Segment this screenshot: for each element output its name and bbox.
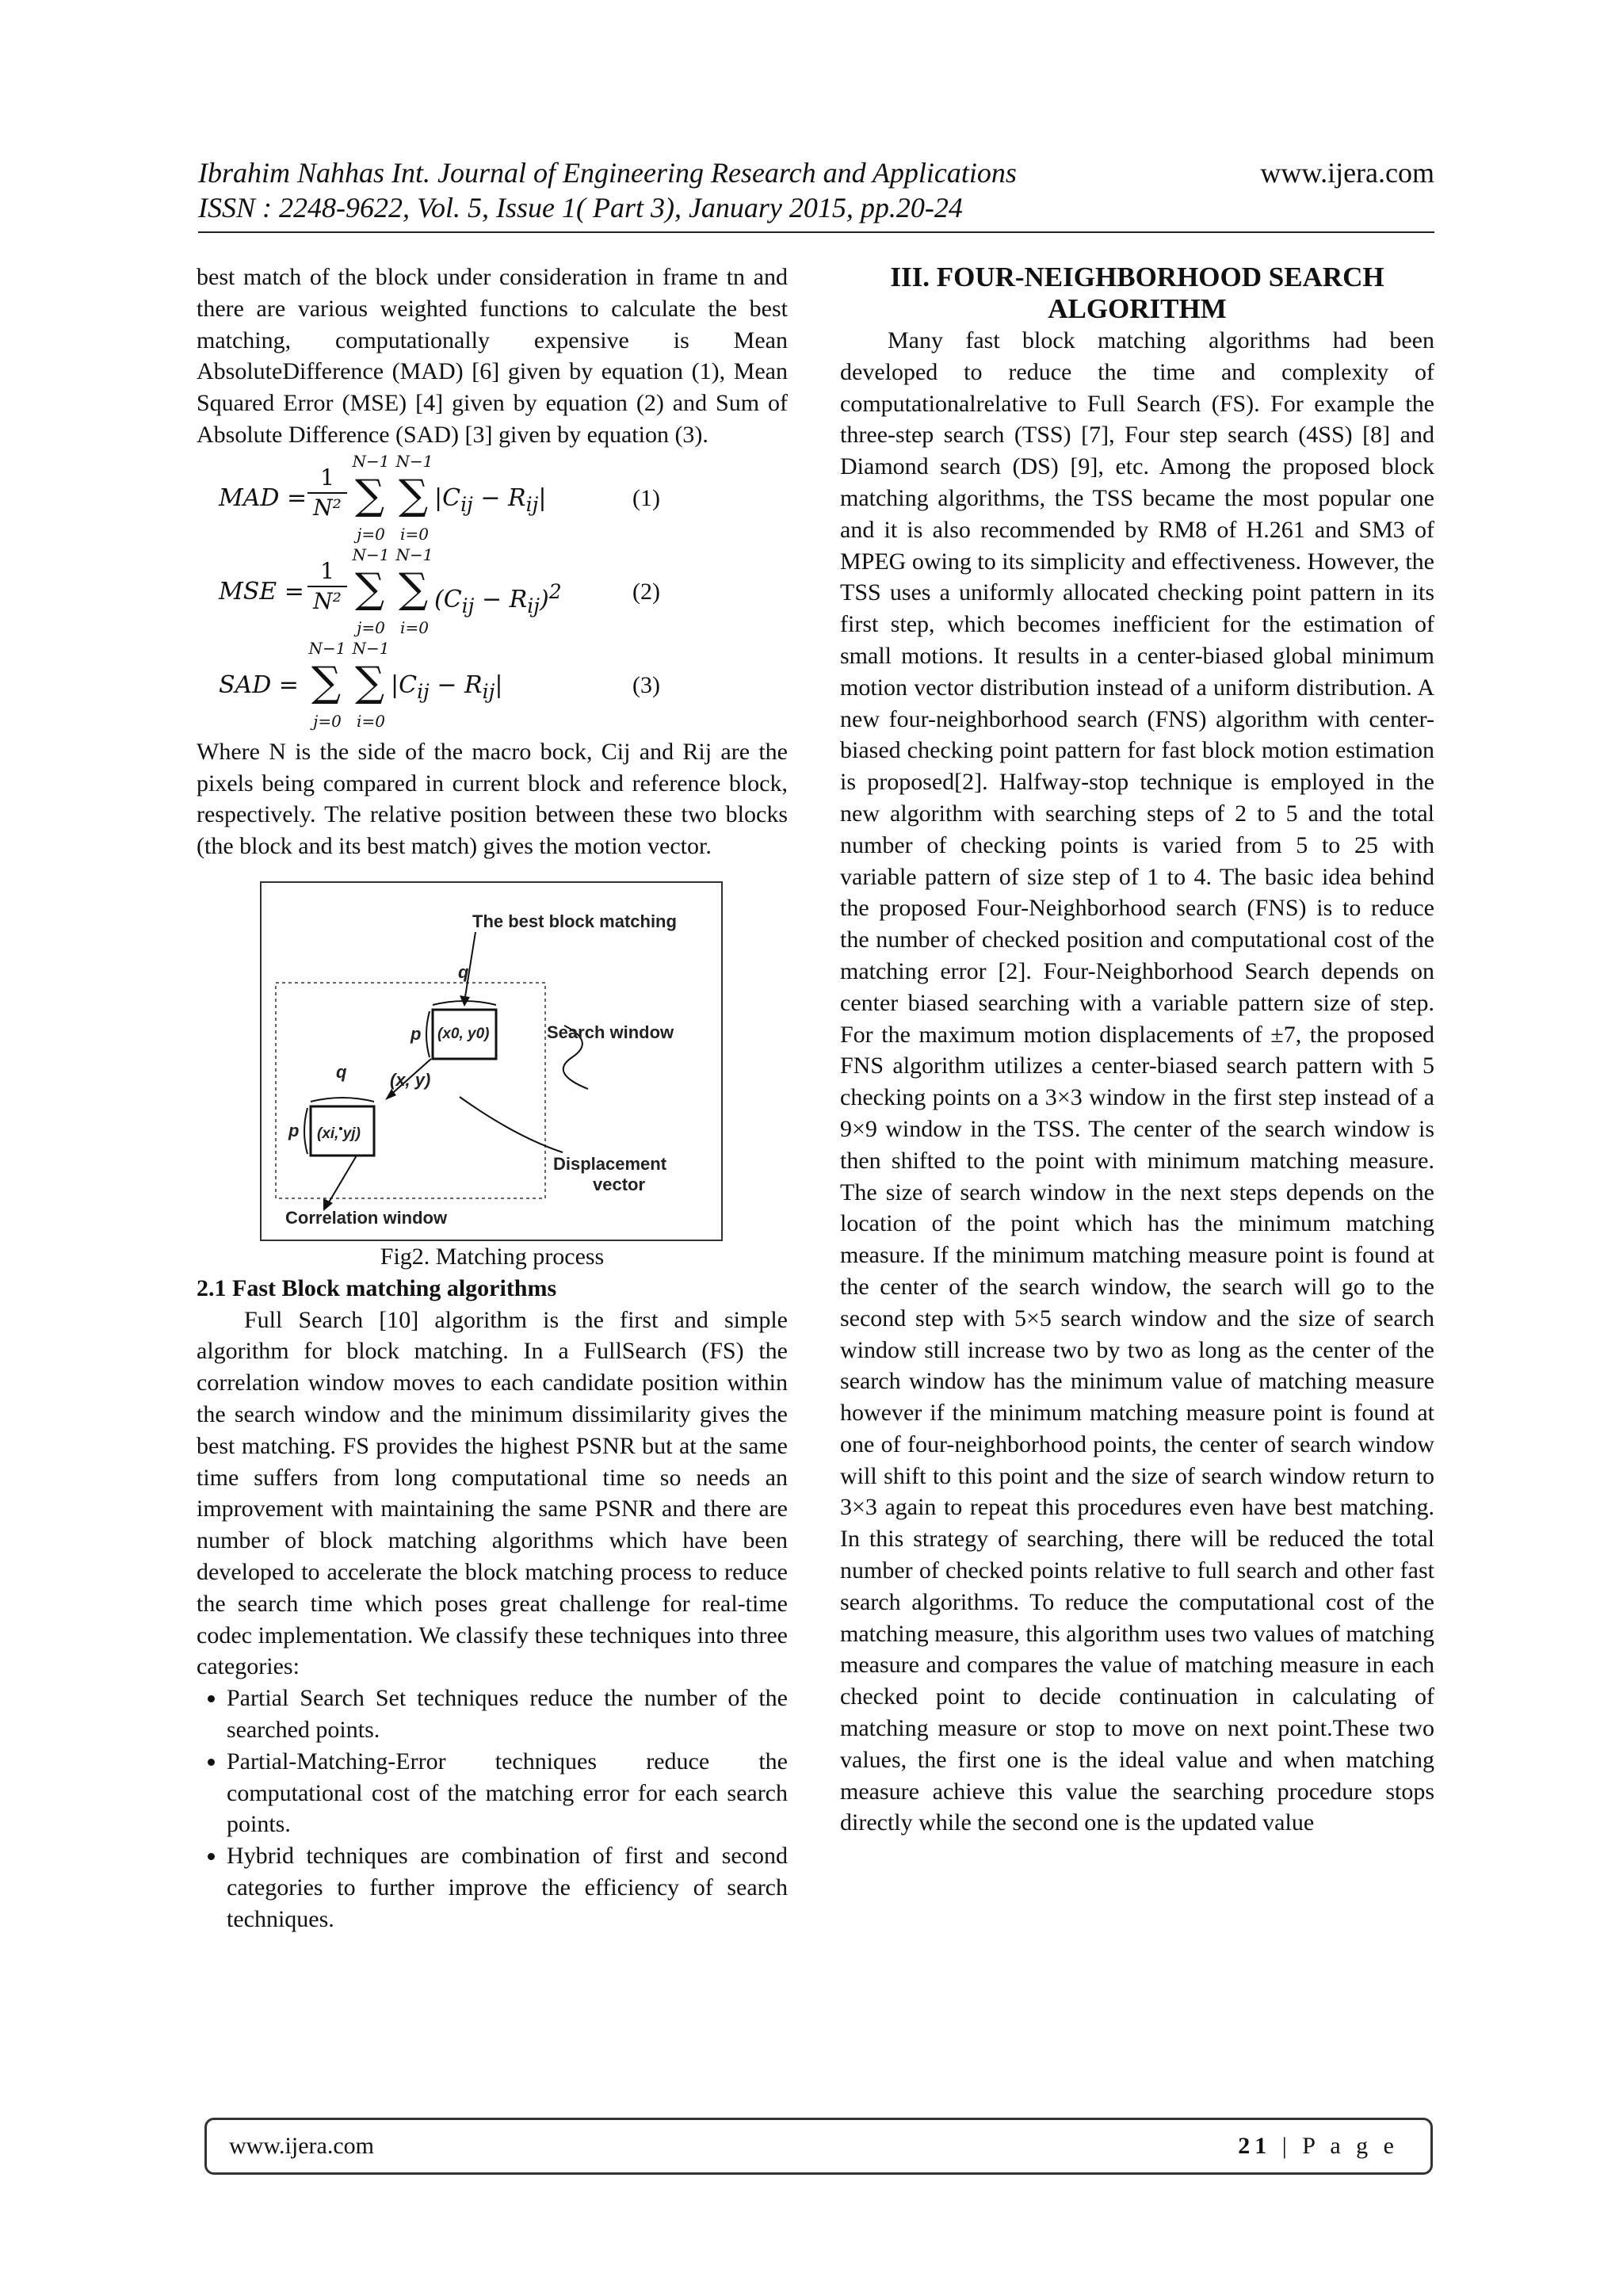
full-search-paragraph: Full Search [10] algorithm is the first and simple algorithm for block matching. In a FullSearch (FS) the correlation window moves to each candidate position within the search window and the minimum dissimilarity gives the best matching. FS provides the highest PSNR but at the same time suffers from long computational time so needs an improvement with maintaining the same PSNR and there are number of block matching algorithms which have been developed to accelerate the block matching process to reduce the search time which poses great challenge for real-time codec implementation. We classify these techniques into three categories: bbox=[197, 1306, 788, 1680]
right-column bbox=[840, 262, 1434, 1839]
eq3-label: (3) bbox=[632, 671, 660, 698]
footer-website[interactable]: www.ijera.com bbox=[229, 2133, 374, 2159]
eq-mse-lhs: MSE = bbox=[219, 577, 304, 606]
label-q-top: q bbox=[458, 961, 469, 982]
label-correlation: Correlation window bbox=[285, 1207, 448, 1228]
page-label: | P a g e bbox=[1271, 2133, 1399, 2159]
label-vector: vector bbox=[593, 1174, 646, 1194]
sigma-j: ∑ bbox=[355, 471, 385, 519]
label-best: The best block matching bbox=[472, 911, 677, 931]
header-website[interactable]: www.ijera.com bbox=[1260, 157, 1434, 189]
search-window-box bbox=[276, 983, 545, 1198]
list-item: • Hybrid techniques are combination of first and second categories to further improve the efficiency of search techniques. bbox=[227, 1840, 788, 1935]
label-search: Search window bbox=[547, 1022, 674, 1042]
list-item: • Partial Search Set techniques reduce the number of the searched points. bbox=[227, 1683, 788, 1746]
label-displacement: Displacement bbox=[553, 1153, 667, 1174]
page-number-block bbox=[1238, 2133, 1399, 2160]
displacement-pointer bbox=[460, 1097, 563, 1152]
label-p-bottom: p bbox=[288, 1120, 300, 1140]
page-number: 21 bbox=[1238, 2133, 1272, 2159]
journal-line: Ibrahim Nahhas Int. Journal of Engineering Research and Applications bbox=[198, 157, 1017, 189]
label-x0y0: (x0, y0) bbox=[437, 1025, 490, 1042]
equation-mad: MAD = $\frac{1}{\text{N²}}$ N−1 ∑ j=0 N−1 ∑ i=0 $|C_{ij} - R_{ij}|$ (1) bbox=[219, 451, 660, 544]
section-3-title: III. FOUR-NEIGHBORHOOD SEARCH ALGORITHM bbox=[890, 262, 1384, 324]
list-item: • Partial-Matching-Error techniques reduce the computational cost of the matching error for each search points. bbox=[227, 1746, 788, 1840]
figure-diagram bbox=[262, 883, 721, 1240]
label-q-bottom: q bbox=[336, 1061, 347, 1082]
matching-process-figure bbox=[260, 881, 723, 1241]
page-footer bbox=[204, 2118, 1433, 2175]
eq2-label: (2) bbox=[632, 578, 660, 605]
issn-line: ISSN : 2248-9622, Vol. 5, Issue 1( Part 3), January 2015, pp.20-24 bbox=[198, 192, 963, 223]
eq-sad-lhs: SAD = bbox=[219, 670, 299, 699]
equation-sad: SAD = N−1 ∑ j=0 N−1 ∑ i=0 $|C_{ij} - R_{ij}|$ (3) bbox=[219, 638, 660, 731]
left-column bbox=[197, 262, 788, 1935]
sigma-i: ∑ bbox=[399, 471, 429, 519]
header-rule bbox=[198, 231, 1434, 233]
eq1-label: (1) bbox=[632, 484, 660, 511]
where-paragraph: Where N is the side of the macro bock, Cij and Rij are the pixels being compared in current block and reference block, respectively. The relative position between these two blocks (the block and its best match) gives the motion vector. bbox=[197, 738, 788, 860]
label-xiyj: (xi, yj) bbox=[317, 1125, 361, 1142]
equation-mse: MSE = $\frac{1}{\text{N²}}$ N−1 ∑ j=0 N−1 ∑ i=0 $(C_{ij} - R_{ij})^2$ (2) bbox=[219, 544, 660, 637]
intro-paragraph: best match of the block under consideration in frame tn and there are various weighted functions to calculate the best matching, computationally expensive is Mean AbsoluteDifference (MAD) [6] given by equation (1), Mean Squared Error (MSE) [4] given by equation (2) and Sum of Absolute Difference (SAD) [3] given by equation (3). bbox=[197, 264, 788, 448]
fns-paragraph: Many fast block matching algorithms had been developed to reduce the time and complexity of computationalrelative to Full Search (FS). For example the three-step search (TSS) [7], Four step search (4SS) [8] and Diamond search (DS) [9], etc. Among the proposed block matching algorithms, the TSS became the most popular one and it is also recommended by RM8 of H.261 and SM3 of MPEG owing to its simplicity and effectiveness. However, the TSS uses a uniformly allocated checking point pattern in its first step, which becomes inefficient for the estimation of small motions. It results in a center-biased global minimum motion vector distribution instead of a uniform distribution. A new four-neighborhood search (FNS) algorithm with center-biased checking point pattern for fast block motion estimation is proposed[2]. Halfway-stop technique is employed in the new algorithm with searching steps of 2 to 5 and the total number of checking points is varied from 5 to 25 with variable pattern of size step of 1 to 4. The basic idea behind the proposed Four-Neighborhood search (FNS) is to reduce the number of checked position and computational cost of the matching error [2]. Four-Neighborhood Search depends on center biased searching with a variable pattern size of step. For the maximum motion displacements of ±7, the proposed FNS algorithm utilizes a center-biased search pattern with 5 checking points on a 3×3 window in the first step instead of a 9×9 window in the TSS. The center of the search window is then shifted to the point with minimum matching measure. The size of search window in the next steps depends on the location of the point which has the minimum matching measure. If the minimum matching measure point is found at the center of the search window, the search will go to the second step with 5×5 search window and the size of search window still increase two by two as long as the center of the search window has the minimum value of matching measure however if the minimum matching measure point is found at one of four-neighborhood points, the center of search window will shift to this point and the size of search window return to 3×3 again to repeat this procedures even have best matching. In this strategy of searching, there will be reduced the total number of checked points relative to full search and other fast search algorithms. To reduce the computational cost of the matching measure, this algorithm uses two values of matching measure and compares the value of matching measure in each checked point to decide continuation in calculating of matching measure or stop to move on next point.These two values, the first one is the ideal value and when matching measure achieve this value the searching procedure stops directly while the second one is the updated value bbox=[840, 327, 1434, 1836]
label-p-top: p bbox=[411, 1023, 422, 1044]
figure-caption: Fig2. Matching process bbox=[380, 1243, 605, 1270]
technique-list bbox=[197, 1683, 788, 1935]
eq-mad-fraction: $\frac{1}{\text{N²}}$ bbox=[307, 464, 347, 522]
label-xy: (x, y) bbox=[390, 1069, 431, 1090]
section-2-1-title: 2.1 Fast Block matching algorithms bbox=[197, 1274, 557, 1301]
eq-mad-lhs: MAD = bbox=[219, 483, 307, 512]
running-header bbox=[198, 155, 1434, 225]
